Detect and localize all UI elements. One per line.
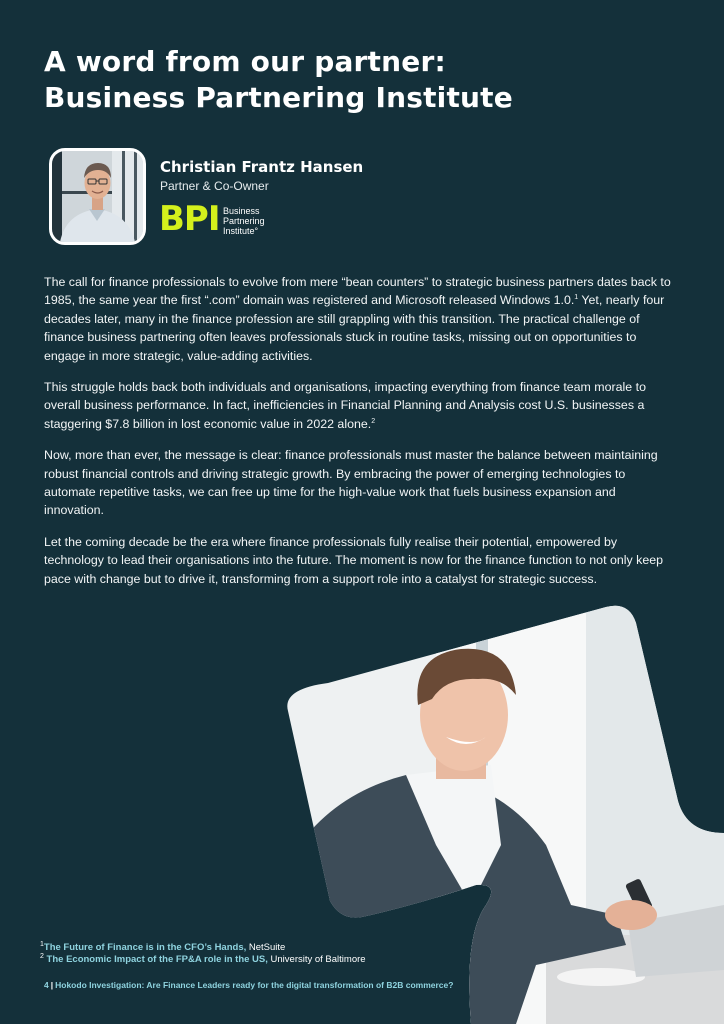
footnotes	[40, 942, 366, 966]
footnote-2-number: 2	[40, 952, 44, 960]
footer-divider: |	[50, 980, 54, 990]
footer-text: Hokodo Investigation: Are Finance Leaders ready for the digital transformation of B2B commerce?	[55, 980, 454, 990]
footnote-2-source: University of Baltimore	[267, 954, 366, 965]
paragraph-4: Let the coming decade be the era where finance professionals fully realise their potential, empowered by technology to lead their organisations into the future. The moment is now for the finance function to not only keep pace with change but to drive it, transforming from a support role into a catalyst for strategic success.	[44, 534, 663, 586]
article-body	[44, 273, 674, 601]
page-number: 4	[44, 980, 49, 990]
paragraph-1-text-continued: Yet, nearly four decades later, many in the finance profession are still grappling with this transition. The practical challenge of finance business partnering often leaves professionals stuck in routine tasks, missing out on opportunities to engage in more strategic, value-adding activities.	[44, 293, 665, 363]
paragraph-2	[44, 378, 674, 433]
bpi-logo-line-3: Institute°	[223, 226, 259, 236]
bpi-logo	[159, 199, 279, 240]
paragraph-1-text: The call for finance professionals to evolve from mere “bean counters” to strategic business partners dates back to 1985, the same year the first “.com” domain was registered and Microsoft released Windows 1.0.	[44, 275, 671, 308]
bpi-logo-name	[223, 206, 265, 236]
bpi-logo-line-2: Partnering	[223, 216, 265, 226]
footnote-ref-2: 2	[371, 417, 376, 425]
page-footer	[44, 980, 453, 990]
page-title	[44, 44, 513, 116]
footnote-2-title: The Economic Impact of the FP&A role in the US,	[46, 954, 268, 965]
partner-portrait	[49, 148, 146, 245]
footnote-1-number: 1	[40, 940, 44, 948]
partner-name: Christian Frantz Hansen	[160, 158, 364, 176]
footnote-1-source: NetSuite	[246, 942, 286, 953]
page-title-line-1: A word from our partner:	[44, 45, 446, 78]
page-title-line-2: Business Partnering Institute	[44, 81, 513, 114]
bpi-logo-line-1: Business	[223, 206, 260, 216]
partner-role: Partner & Co-Owner	[160, 179, 269, 193]
bpi-logo-letters: BPI	[159, 199, 220, 239]
portrait-image	[52, 151, 143, 242]
paragraph-3: Now, more than ever, the message is clear: finance professionals must master the balance between maintaining robust financial controls and driving strategic growth. By embracing the power of emerging technologies to automate repetitive tasks, we can free up time for the high-value work that fuels business expansion and innovation.	[44, 448, 658, 518]
paragraph-2-text: This struggle holds back both individuals and organisations, impacting everything from finance team morale to overall business performance. In fact, inefficiencies in Financial Planning and Analysis cost U.S. businesses a staggering $7.8 billion in lost economic value in 2022 alone.	[44, 380, 646, 431]
footnote-1-title: The Future of Finance is in the CFO’s Hands,	[43, 942, 247, 953]
footnote-1	[40, 942, 366, 954]
paragraph-1	[44, 273, 674, 365]
footnote-2	[40, 954, 366, 966]
footnote-ref-1: 1	[574, 294, 579, 302]
